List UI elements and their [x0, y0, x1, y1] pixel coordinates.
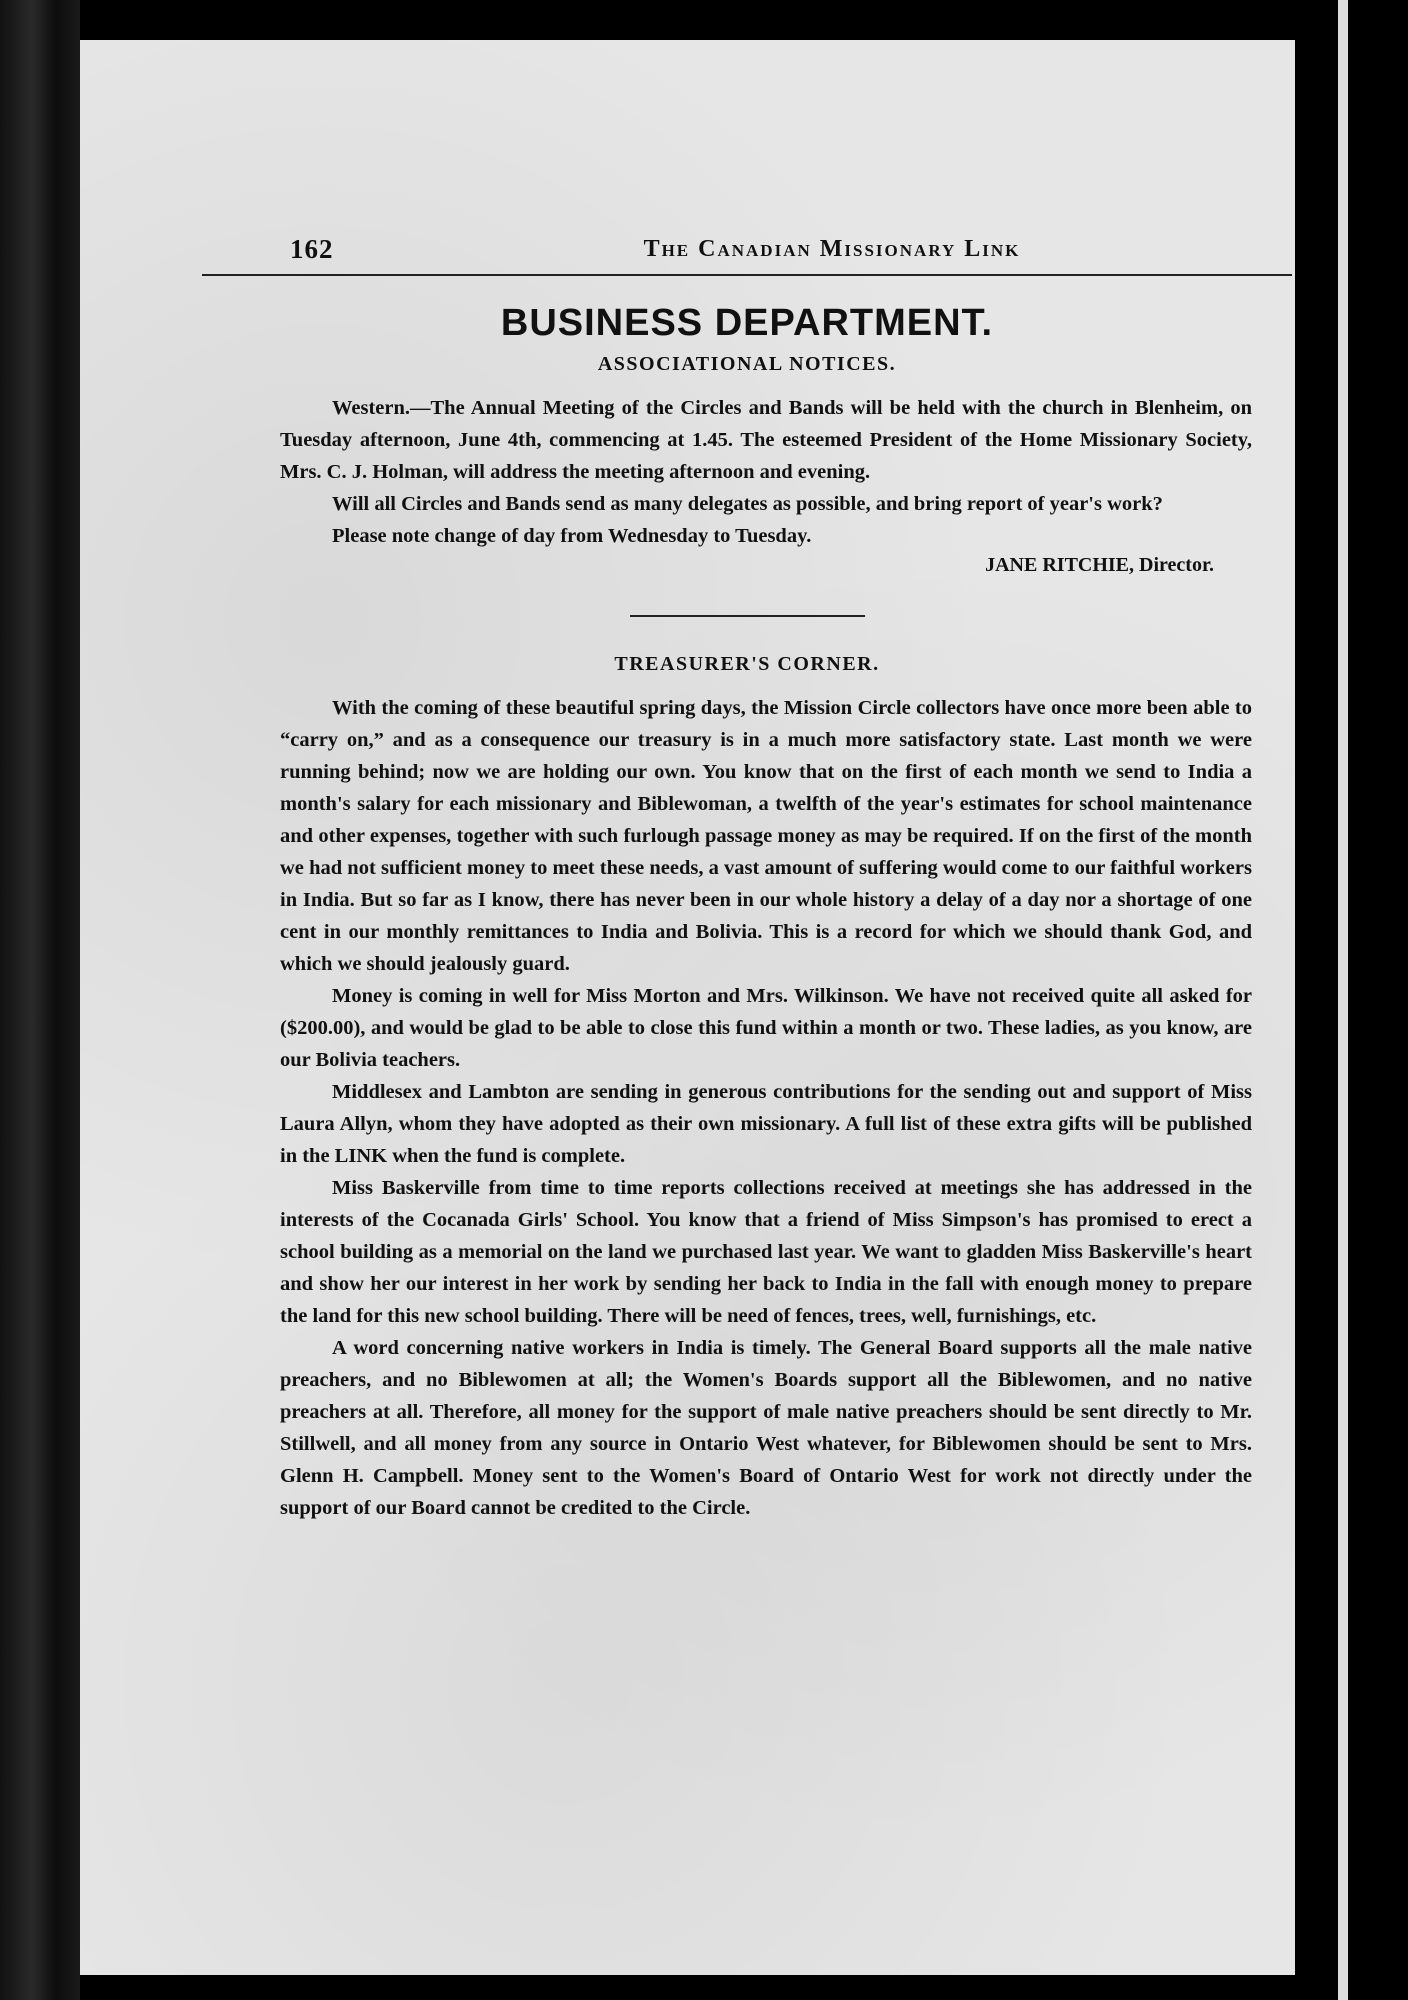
- right-margin-strip: [1320, 0, 1408, 2000]
- book-binding-edge: [0, 0, 80, 2000]
- treasurers-corner-heading: TREASURER'S CORNER.: [614, 653, 880, 675]
- paragraph: With the coming of these beautiful spring days, the Mission Circle collectors have once more been able to “carry on,” and as a consequence our treasury is in a much more satisfactory state. Last month we were running behind; now we are holding our own. You know that on the first of each month we send to India a month's salary for each missionary and Biblewoman, a twelfth of the year's estimates for school maintenance and other expenses, together with such furlough passage money as may be required. If on the first of the month we had not sufficient money to meet these needs, a vast amount of suffering would come to our faithful workers in India. But so far as I know, there has never been in our whole history a delay of a day nor a shortage of one cent in our monthly remittances to India and Bolivia. This is a record for which we should thank God, and which we should jealously guard.: [280, 697, 1252, 975]
- paragraph: A word concerning native workers in India is timely. The General Board supports all the male native preachers, and no Biblewomen at all; the Women's Boards support all the Biblewomen, and no native preachers at all. Therefore, all money for the support of male native preachers should be sent directly to Mr. Stillwell, and all money from any source in Ontario West whatever, for Biblewomen should be sent to Mrs. Glenn H. Campbell. Money sent to the Women's Board of Ontario West for work not directly under the support of our Board cannot be credited to the Circle.: [280, 1337, 1252, 1519]
- paragraph: Please note change of day from Wednesday to Tuesday.: [332, 525, 812, 547]
- section-divider: [630, 615, 865, 617]
- paragraph: [280, 392, 1252, 488]
- text-column: [202, 228, 1292, 1524]
- section-title: BUSINESS DEPARTMENT.: [500, 302, 994, 344]
- signature: JANE RITCHIE, Director.: [985, 554, 1214, 576]
- page-number: 162: [290, 234, 334, 264]
- paragraph-text: —The Annual Meeting of the Circles and Bands will be held with the church in Blenheim, on Tuesday afternoon, June 4th, commencing at 1.45. The esteemed President of the Home Missionary Society, Mrs. C. J. Holman, will address the meeting afternoon and evening.: [280, 397, 1252, 483]
- paragraph-lead: Western.: [332, 397, 410, 419]
- running-head: [202, 228, 1292, 276]
- associational-notices-heading: ASSOCIATIONAL NOTICES.: [597, 353, 897, 375]
- paragraph: Middlesex and Lambton are sending in generous contributions for the sending out and support of Miss Laura Allyn, whom they have adopted as their own missionary. A full list of these extra gifts will be published in the LINK when the fund is complete.: [280, 1081, 1252, 1167]
- next-page-edge: [1338, 0, 1348, 2000]
- paragraph: Miss Baskerville from time to time reports collections received at meetings she has addressed in the interests of the Cocanada Girls' School. You know that a friend of Miss Simpson's has promised to erect a school building as a memorial on the land we purchased last year. We want to gladden Miss Baskerville's heart and show her our interest in her work by sending her back to India in the fall with enough money to prepare the land for this new school building. There will be need of fences, trees, well, furnishings, etc.: [280, 1177, 1252, 1327]
- journal-title: The Canadian Missionary Link: [643, 236, 1021, 262]
- associational-body: [202, 392, 1292, 552]
- treasurer-body: [202, 692, 1292, 1524]
- paragraph: Money is coming in well for Miss Morton and Mrs. Wilkinson. We have not received quite all asked for ($200.00), and would be glad to be able to close this fund within a month or two. These ladies, as you know, are our Bolivia teachers.: [280, 985, 1252, 1071]
- paragraph: Will all Circles and Bands send as many delegates as possible, and bring report of year's work?: [332, 493, 1163, 515]
